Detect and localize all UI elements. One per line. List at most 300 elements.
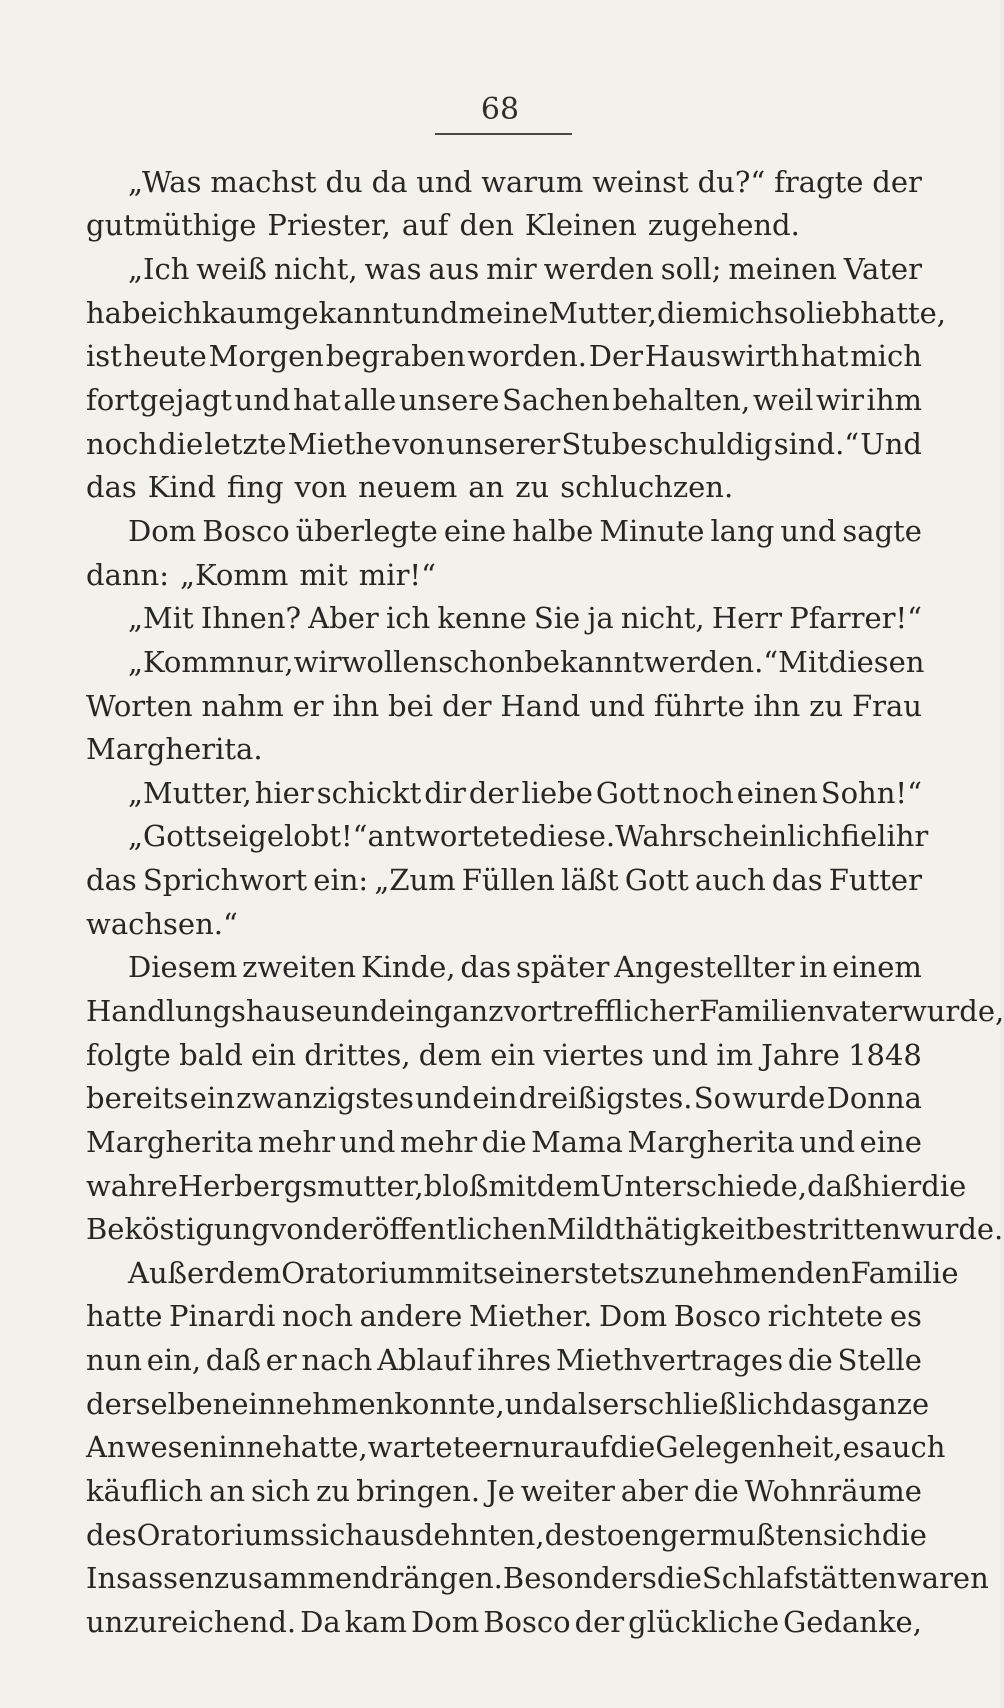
word: wir bbox=[815, 383, 864, 418]
word: aus bbox=[428, 252, 480, 287]
text-line bbox=[86, 989, 1004, 1033]
word: er bbox=[481, 1430, 513, 1465]
word: ein: bbox=[313, 863, 369, 898]
word: wurde. bbox=[900, 1212, 1004, 1247]
word: ist bbox=[86, 339, 122, 374]
word: Ihnen? bbox=[200, 601, 302, 636]
word: bloß bbox=[423, 1168, 489, 1203]
word: des bbox=[86, 1517, 137, 1552]
word: und bbox=[402, 295, 459, 330]
word: schließlich bbox=[633, 1386, 792, 1421]
word: Da bbox=[300, 1604, 341, 1639]
word: ihn bbox=[332, 688, 380, 723]
word: worden. bbox=[467, 339, 588, 374]
word: du bbox=[325, 164, 363, 199]
word: später bbox=[515, 950, 610, 985]
word: als bbox=[560, 1386, 603, 1421]
word: Dom bbox=[598, 1299, 668, 1334]
word: Familie bbox=[850, 1255, 959, 1290]
word: derselben bbox=[86, 1386, 232, 1421]
word: Je bbox=[486, 1474, 515, 1509]
word: das bbox=[86, 863, 137, 898]
text-line bbox=[86, 1338, 922, 1382]
word: gelobt!“ bbox=[248, 819, 368, 854]
word: fortgejagt bbox=[86, 383, 232, 418]
word: Priester, bbox=[267, 208, 391, 243]
word: Sie bbox=[533, 601, 581, 636]
word: Pinardi bbox=[168, 1299, 276, 1334]
word: die bbox=[881, 1517, 927, 1552]
word: Miethvertrages bbox=[555, 1343, 784, 1378]
word: „Mit bbox=[128, 601, 194, 636]
word: zwanzigstes bbox=[236, 1081, 414, 1116]
word: und bbox=[234, 383, 291, 418]
word: nicht, bbox=[273, 252, 358, 287]
word: Sprichwort bbox=[142, 863, 308, 898]
word: begraben bbox=[325, 339, 466, 374]
word: wurde bbox=[732, 1081, 826, 1116]
word: Kinde, bbox=[360, 950, 456, 985]
word: zusammendrängen. bbox=[213, 1561, 503, 1596]
word: enger bbox=[624, 1517, 710, 1552]
word: die bbox=[158, 426, 204, 461]
word: und bbox=[504, 1386, 561, 1421]
word: Füllen bbox=[461, 863, 555, 898]
word: Wahrscheinlich bbox=[615, 819, 841, 854]
word: gekannt bbox=[282, 295, 403, 330]
word: sich bbox=[251, 1474, 311, 1509]
word: einnehmen bbox=[231, 1386, 395, 1421]
word: fing bbox=[226, 470, 284, 505]
word: diese. bbox=[528, 819, 616, 854]
text-line bbox=[86, 553, 922, 597]
text-line bbox=[86, 640, 925, 684]
word: mich bbox=[702, 295, 774, 330]
word: Pfarrer!“ bbox=[789, 601, 922, 636]
word: weil bbox=[752, 383, 814, 418]
word: aber bbox=[620, 1474, 688, 1509]
word: käuflich bbox=[86, 1474, 204, 1509]
word: schon bbox=[438, 644, 525, 679]
word: der bbox=[322, 1212, 372, 1247]
word: zweiten bbox=[242, 950, 357, 985]
text-line bbox=[86, 465, 922, 509]
word: Minute bbox=[599, 513, 705, 548]
word: auf bbox=[401, 208, 449, 243]
word: ein, bbox=[146, 1343, 202, 1378]
word: zu bbox=[515, 470, 550, 505]
word: nun bbox=[86, 1343, 143, 1378]
word: Anwesen bbox=[86, 1430, 219, 1465]
word: behalten, bbox=[612, 383, 751, 418]
word: „Was bbox=[128, 164, 202, 199]
word: und bbox=[416, 164, 473, 199]
word: von bbox=[392, 426, 445, 461]
word: Unterschiede, bbox=[600, 1168, 808, 1203]
word: Dom bbox=[128, 513, 197, 548]
word: wollen bbox=[341, 644, 439, 679]
word: so bbox=[773, 295, 807, 330]
word: führte bbox=[653, 688, 745, 723]
word: Aber bbox=[308, 601, 379, 636]
word: neuem bbox=[358, 470, 458, 505]
body-text bbox=[86, 160, 1004, 1644]
word: Hauswirth bbox=[644, 339, 800, 374]
word: eine bbox=[443, 513, 507, 548]
word: kam bbox=[344, 1604, 408, 1639]
word: bestritten bbox=[756, 1212, 901, 1247]
word: es bbox=[842, 1430, 875, 1465]
word: er bbox=[602, 1386, 634, 1421]
word: Margherita. bbox=[86, 732, 263, 767]
word: bei bbox=[388, 688, 434, 723]
word: sei bbox=[206, 819, 249, 854]
word: er bbox=[292, 688, 324, 723]
word: mir bbox=[486, 252, 537, 287]
word: ihres bbox=[477, 1343, 552, 1378]
word: 1848 bbox=[848, 1037, 922, 1072]
word: Sohn!“ bbox=[820, 775, 922, 810]
word: schuldig bbox=[648, 426, 773, 461]
text-line bbox=[86, 1164, 967, 1208]
word: nur bbox=[512, 1430, 564, 1465]
word: an bbox=[468, 470, 505, 505]
word: dreißigstes. bbox=[518, 1081, 693, 1116]
word: dir bbox=[424, 775, 466, 810]
word: das bbox=[771, 863, 823, 898]
word: läßt bbox=[561, 863, 619, 898]
text-line bbox=[86, 596, 922, 640]
word: das bbox=[791, 1386, 843, 1421]
word: „Komm bbox=[128, 644, 237, 679]
word: schickt bbox=[316, 775, 422, 810]
word: Gelegenheit, bbox=[655, 1430, 843, 1465]
word: Herr bbox=[711, 601, 783, 636]
word: kenne bbox=[437, 601, 527, 636]
word: von bbox=[294, 470, 348, 505]
word: inne bbox=[218, 1430, 283, 1465]
word: und bbox=[332, 993, 389, 1028]
word: Vater bbox=[843, 252, 922, 287]
text-line bbox=[86, 1557, 989, 1601]
word: Schlafstätten bbox=[701, 1561, 897, 1596]
word: seiner bbox=[483, 1255, 575, 1290]
word: auf bbox=[563, 1430, 611, 1465]
word: zugehend. bbox=[647, 208, 800, 243]
word: Bosco bbox=[483, 1604, 571, 1639]
word: richtete bbox=[767, 1299, 884, 1334]
word: soll; bbox=[660, 252, 722, 287]
word: drittes, bbox=[304, 1037, 411, 1072]
text-line bbox=[86, 1513, 927, 1557]
word: Margherita bbox=[86, 1124, 254, 1159]
word: die bbox=[921, 1168, 967, 1203]
word: der bbox=[574, 1604, 625, 1639]
text-line bbox=[86, 946, 922, 990]
word: daß bbox=[205, 1343, 262, 1378]
word: nicht, bbox=[620, 601, 705, 636]
word: halbe bbox=[512, 513, 594, 548]
word: Herbergsmutter, bbox=[177, 1168, 424, 1203]
word: wahre bbox=[86, 1168, 178, 1203]
word: Gott bbox=[624, 863, 689, 898]
word: schluchzen. bbox=[560, 470, 734, 505]
word: bereits bbox=[86, 1081, 189, 1116]
word: Mit bbox=[778, 644, 829, 679]
word: hat bbox=[293, 383, 341, 418]
word: Oratoriums bbox=[136, 1517, 305, 1552]
word: Wohnräume bbox=[744, 1474, 922, 1509]
word: Besonders bbox=[502, 1561, 657, 1596]
word: „Gott bbox=[128, 819, 207, 854]
word: und bbox=[415, 1081, 472, 1116]
word: auch bbox=[874, 1430, 946, 1465]
word: ganze bbox=[842, 1386, 930, 1421]
text-line bbox=[86, 771, 922, 815]
word: Familienvater bbox=[698, 993, 902, 1028]
word: fiel bbox=[840, 819, 887, 854]
word: hat bbox=[800, 339, 849, 374]
text-line bbox=[86, 1207, 1004, 1251]
word: „Mutter, bbox=[128, 775, 252, 810]
text-line bbox=[86, 1033, 922, 1077]
text-line bbox=[86, 1382, 930, 1426]
word: Dom bbox=[411, 1604, 480, 1639]
word: da bbox=[371, 164, 408, 199]
word: ihm bbox=[866, 383, 922, 418]
word: andere bbox=[359, 1299, 463, 1334]
word: sind.“ bbox=[773, 426, 860, 461]
word: hier bbox=[862, 1168, 922, 1203]
text-line bbox=[86, 815, 929, 859]
word: alle bbox=[343, 383, 397, 418]
word: Bosco bbox=[202, 513, 290, 548]
word: auch bbox=[694, 863, 766, 898]
word: hatte, bbox=[282, 1430, 368, 1465]
word: Kind bbox=[147, 470, 216, 505]
text-line bbox=[86, 204, 922, 248]
word: du?“ bbox=[697, 164, 766, 199]
text-line bbox=[86, 247, 922, 291]
word: meine bbox=[458, 295, 549, 330]
word: es bbox=[889, 1299, 922, 1334]
word: konnte, bbox=[394, 1386, 505, 1421]
word: im bbox=[716, 1037, 754, 1072]
word: einem bbox=[832, 950, 922, 985]
word: „Zum bbox=[374, 863, 456, 898]
word: ein bbox=[250, 1037, 297, 1072]
word: glückliche bbox=[628, 1604, 780, 1639]
word: mit bbox=[434, 1255, 484, 1290]
word: eine bbox=[859, 1124, 922, 1159]
word: Oratorium bbox=[281, 1255, 435, 1290]
word: Beköstigung bbox=[86, 1212, 270, 1247]
word: dem bbox=[218, 1255, 282, 1290]
text-line bbox=[86, 509, 922, 553]
word: mit bbox=[299, 557, 348, 592]
word: und bbox=[780, 513, 837, 548]
word: den bbox=[459, 208, 514, 243]
word: Sachen bbox=[501, 383, 610, 418]
word: habe bbox=[86, 295, 158, 330]
word: ausdehnten, bbox=[363, 1517, 545, 1552]
word: nahm bbox=[201, 688, 284, 723]
word: Hand bbox=[500, 688, 581, 723]
word: öffentlichen bbox=[371, 1212, 547, 1247]
word: Ablauf bbox=[377, 1343, 473, 1378]
word: in bbox=[799, 950, 828, 985]
word: wachsen.“ bbox=[86, 906, 238, 941]
word: die bbox=[693, 1474, 739, 1509]
word: Donna bbox=[826, 1081, 922, 1116]
word: unsere bbox=[398, 383, 500, 418]
word: kaum bbox=[201, 295, 283, 330]
word: mit bbox=[488, 1168, 537, 1203]
word: viertes bbox=[543, 1037, 644, 1072]
word: Diesem bbox=[128, 950, 238, 985]
word: von bbox=[269, 1212, 323, 1247]
word: und bbox=[652, 1037, 709, 1072]
word: stets bbox=[574, 1255, 645, 1290]
word: mich bbox=[850, 339, 922, 374]
word: heute bbox=[123, 339, 207, 374]
word: Stube bbox=[561, 426, 648, 461]
word: Margherita bbox=[627, 1124, 795, 1159]
word: ein bbox=[388, 993, 434, 1028]
word: Frau bbox=[852, 688, 922, 723]
word: sich bbox=[822, 1517, 882, 1552]
word: bekannt bbox=[524, 644, 644, 679]
word: warum bbox=[481, 164, 584, 199]
text-line bbox=[86, 684, 922, 728]
word: mußten bbox=[709, 1517, 823, 1552]
word: hatte, bbox=[860, 295, 947, 330]
text-line bbox=[86, 858, 922, 902]
word: Gott bbox=[595, 775, 660, 810]
word: Stelle bbox=[837, 1343, 922, 1378]
text-line bbox=[86, 902, 922, 946]
word: Futter bbox=[828, 863, 922, 898]
word: ein bbox=[490, 1037, 536, 1072]
text-line bbox=[86, 1600, 922, 1644]
word: lieb bbox=[806, 295, 861, 330]
word: Mama bbox=[531, 1124, 623, 1159]
word: gutmüthige bbox=[86, 208, 257, 243]
word: lang bbox=[710, 513, 775, 548]
word: letzte bbox=[204, 426, 287, 461]
word: wir bbox=[293, 644, 342, 679]
header-rule bbox=[435, 133, 572, 135]
word: Handlungshause bbox=[86, 993, 333, 1028]
word: und bbox=[339, 1124, 396, 1159]
word: ein bbox=[472, 1081, 518, 1116]
word: der bbox=[441, 688, 492, 723]
word: mir!“ bbox=[358, 557, 436, 592]
text-line bbox=[86, 1295, 922, 1339]
word: ihr bbox=[886, 819, 929, 854]
word: Insassen bbox=[86, 1561, 214, 1596]
word: sich bbox=[304, 1517, 364, 1552]
word: machst bbox=[210, 164, 317, 199]
word: nach bbox=[301, 1343, 373, 1378]
word: die bbox=[787, 1343, 833, 1378]
word: werden bbox=[543, 252, 654, 287]
word: werden.“ bbox=[643, 644, 779, 679]
text-line bbox=[86, 1076, 922, 1120]
word: waren bbox=[896, 1561, 989, 1596]
word: fragte bbox=[774, 164, 864, 199]
word: zu bbox=[316, 1474, 351, 1509]
word: unserer bbox=[445, 426, 561, 461]
word: Miethe bbox=[287, 426, 392, 461]
word: was bbox=[364, 252, 422, 287]
word: die bbox=[656, 1561, 702, 1596]
word: der bbox=[872, 164, 922, 199]
word: Angestellter bbox=[614, 950, 795, 985]
word: Miether. bbox=[468, 1299, 593, 1334]
word: dem bbox=[418, 1037, 483, 1072]
word: weinst bbox=[592, 164, 689, 199]
word: das bbox=[460, 950, 512, 985]
word: liebe bbox=[521, 775, 593, 810]
word: sagte bbox=[842, 513, 922, 548]
word: Der bbox=[588, 339, 644, 374]
word: hatte bbox=[86, 1299, 163, 1334]
word: bringen. bbox=[356, 1474, 481, 1509]
word: noch bbox=[86, 426, 158, 461]
text-line bbox=[86, 291, 947, 335]
word: Morgen bbox=[208, 339, 324, 374]
word: daß bbox=[807, 1168, 863, 1203]
word: ganz bbox=[433, 993, 504, 1028]
word: bald bbox=[179, 1037, 243, 1072]
word: „Komm bbox=[179, 557, 289, 592]
word: ein bbox=[189, 1081, 235, 1116]
word: unzureichend. bbox=[86, 1604, 297, 1639]
word: wartete bbox=[367, 1430, 482, 1465]
word: die bbox=[657, 295, 703, 330]
word: mehr bbox=[399, 1124, 478, 1159]
word: ja bbox=[587, 601, 614, 636]
word: Mutter, bbox=[548, 295, 658, 330]
word: Worten bbox=[86, 688, 193, 723]
word: So bbox=[693, 1081, 732, 1116]
word: ich bbox=[386, 601, 431, 636]
word: an bbox=[209, 1474, 246, 1509]
word: überlegte bbox=[295, 513, 438, 548]
word: er bbox=[265, 1343, 297, 1378]
word: vortrefflicher bbox=[503, 993, 699, 1028]
word: dem bbox=[536, 1168, 601, 1203]
text-line bbox=[86, 378, 922, 422]
word: das bbox=[86, 470, 137, 505]
word: wurde, bbox=[901, 993, 1004, 1028]
word: Und bbox=[860, 426, 922, 461]
word: Gedanke, bbox=[783, 1604, 922, 1639]
text-line bbox=[86, 1120, 922, 1164]
word: noch bbox=[662, 775, 734, 810]
word: meinen bbox=[728, 252, 837, 287]
text-line bbox=[86, 1426, 946, 1470]
word: Bosco bbox=[673, 1299, 762, 1334]
word: die bbox=[481, 1124, 527, 1159]
word: und bbox=[589, 688, 646, 723]
text-line bbox=[86, 727, 922, 771]
word: diesen bbox=[828, 644, 925, 679]
word: „Ich bbox=[128, 252, 190, 287]
word: und bbox=[799, 1124, 856, 1159]
word: Jahre bbox=[761, 1037, 840, 1072]
